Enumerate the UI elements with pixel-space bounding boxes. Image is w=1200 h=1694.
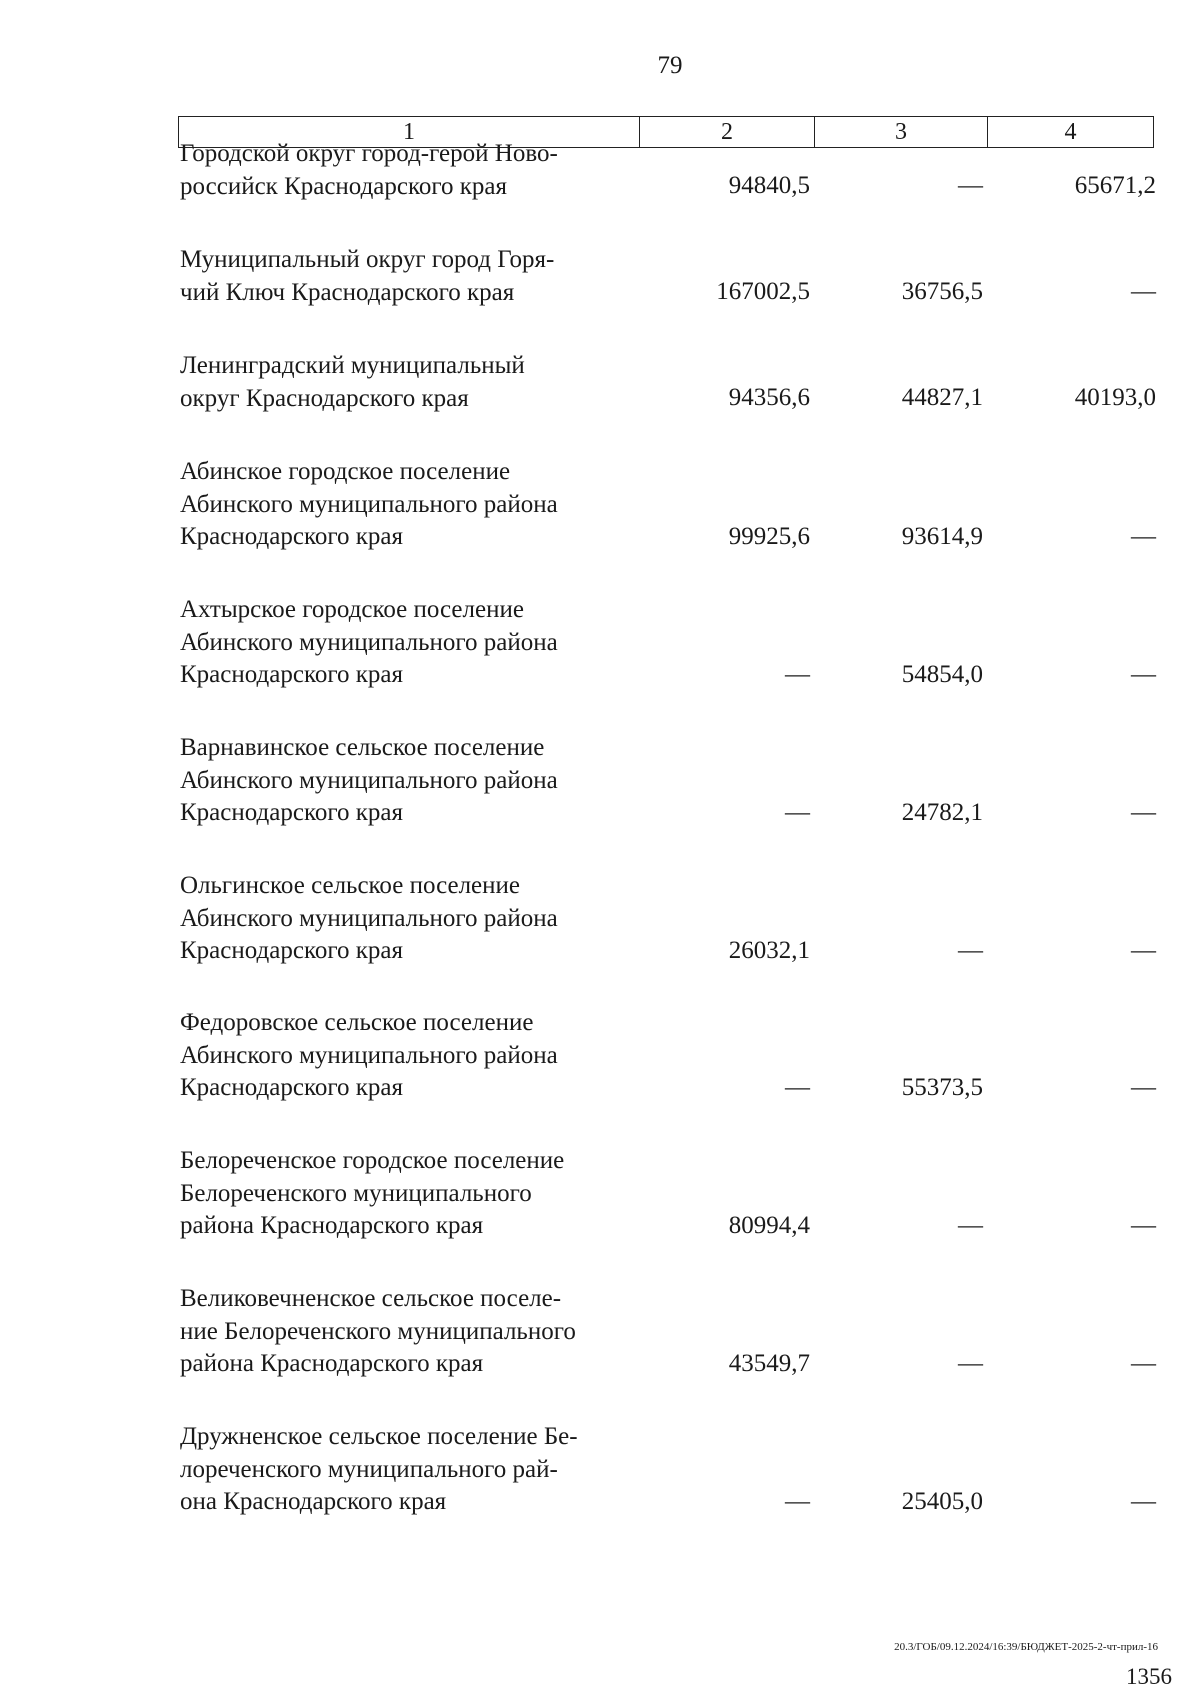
sheet-number: 1356	[1126, 1664, 1172, 1689]
municipality-name	[180, 1283, 650, 1381]
name-line: Краснодарского края	[180, 523, 403, 550]
name-line: российск Краснодарского края	[180, 172, 508, 200]
name-line: Краснодарского края	[180, 1074, 403, 1101]
name-line: Дружненское сельское поселение Бе-	[180, 1423, 578, 1450]
page-number: 79	[657, 52, 683, 79]
value-col-4: —	[1131, 523, 1156, 550]
name-line: Краснодарского края	[180, 661, 403, 688]
name-line: Абинского муниципального района	[180, 766, 558, 794]
municipality-name	[180, 594, 650, 692]
value-col-4: —	[1131, 1074, 1156, 1101]
name-line: лореченского муниципального рай-	[180, 1455, 558, 1483]
header-col-1: 1	[403, 119, 415, 145]
value-col-2: 26032,1	[728, 937, 810, 964]
municipality-name	[180, 1145, 650, 1243]
municipality-name	[180, 1007, 650, 1105]
municipality-name	[180, 138, 650, 203]
value-col-4: —	[1131, 937, 1156, 964]
value-col-2: —	[785, 1074, 810, 1101]
name-line: Городской округ город-герой Ново-	[180, 140, 558, 167]
value-col-4: —	[1131, 661, 1156, 688]
value-col-4: —	[1131, 278, 1156, 305]
value-col-2: —	[785, 799, 810, 826]
value-col-3: —	[958, 1350, 983, 1377]
name-line: чий Ключ Краснодарского края	[180, 278, 515, 306]
value-col-3: —	[958, 937, 983, 964]
municipality-name	[180, 1421, 650, 1519]
name-line: Федоровское сельское поселение	[180, 1009, 534, 1036]
name-line: Абинского муниципального района	[180, 490, 558, 518]
municipality-name	[180, 456, 650, 554]
value-col-4: 40193,0	[1074, 384, 1156, 411]
value-col-2: 94840,5	[728, 172, 810, 199]
value-col-2: —	[785, 661, 810, 688]
value-col-4: —	[1131, 1350, 1156, 1377]
value-col-2: 43549,7	[728, 1350, 810, 1377]
value-col-4: —	[1131, 1212, 1156, 1239]
value-col-2: 80994,4	[728, 1212, 810, 1239]
municipality-name	[180, 732, 650, 830]
municipality-name	[180, 870, 650, 968]
name-line: Ахтырское городское поселение	[180, 596, 524, 623]
municipality-name	[180, 244, 650, 309]
value-col-3: 55373,5	[901, 1074, 983, 1101]
value-col-4: —	[1131, 799, 1156, 826]
name-line: округ Краснодарского края	[180, 384, 469, 412]
value-col-3: —	[958, 172, 983, 199]
value-col-2: 167002,5	[716, 278, 810, 305]
name-line: Великовечненское сельское поселе-	[180, 1285, 562, 1312]
value-col-3: 24782,1	[901, 799, 983, 826]
name-line: Абинское городское поселение	[180, 458, 511, 485]
value-col-4: 65671,2	[1074, 172, 1156, 199]
name-line: района Краснодарского края	[180, 1350, 484, 1377]
name-line: Абинского муниципального района	[180, 1041, 558, 1069]
name-line: Краснодарского края	[180, 937, 403, 964]
name-line: Ленинградский муниципальный	[180, 352, 525, 379]
name-line: Ольгинское сельское поселение	[180, 872, 520, 899]
value-col-4: —	[1131, 1488, 1156, 1515]
value-col-3: 54854,0	[901, 661, 983, 688]
name-line: Белореченское городское поселение	[180, 1147, 565, 1174]
name-line: Абинского муниципального района	[180, 628, 558, 656]
name-line: Варнавинское сельское поселение	[180, 734, 545, 761]
value-col-3: 93614,9	[901, 523, 983, 550]
document-code: 20.3/ГОБ/09.12.2024/16:39/БЮДЖЕТ-2025-2-чт-прил-16	[894, 1641, 1158, 1653]
municipality-name	[180, 350, 650, 415]
value-col-3: 44827,1	[901, 384, 983, 411]
header-col-2: 2	[639, 117, 814, 147]
value-col-3: 25405,0	[901, 1488, 983, 1515]
value-col-3: 36756,5	[901, 278, 983, 305]
name-line: района Краснодарского края	[180, 1212, 484, 1239]
name-line: ние Белореченского муниципального	[180, 1317, 576, 1345]
header-col-3: 3	[814, 117, 987, 147]
value-col-2: 99925,6	[728, 523, 810, 550]
value-col-2: —	[785, 1488, 810, 1515]
header-col-4: 4	[987, 117, 1153, 147]
name-line: Муниципальный округ город Горя-	[180, 246, 555, 273]
name-line: она Краснодарского края	[180, 1488, 447, 1515]
name-line: Абинского муниципального района	[180, 904, 558, 932]
value-col-2: 94356,6	[728, 384, 810, 411]
name-line: Белореченского муниципального	[180, 1179, 532, 1207]
name-line: Краснодарского края	[180, 799, 403, 826]
value-col-3: —	[958, 1212, 983, 1239]
